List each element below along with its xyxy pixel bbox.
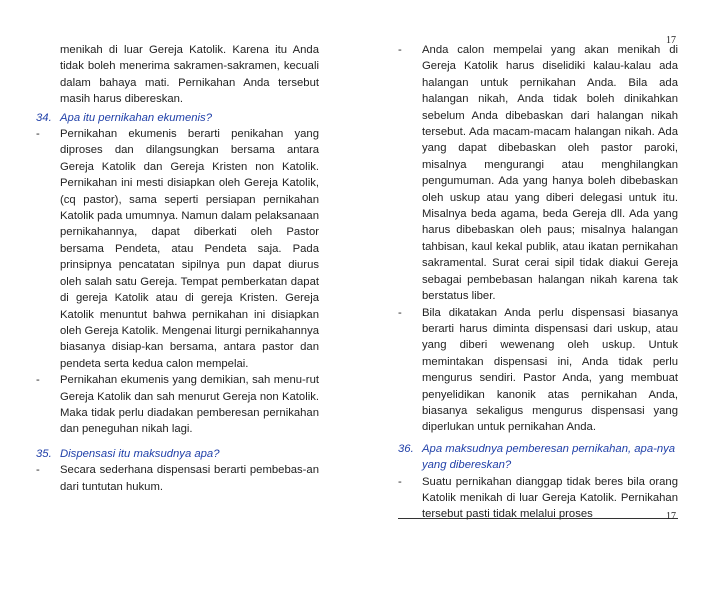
answer-text: Pernikahan ekumenis berarti penikahan yang diproses dan dilangsungkan bersama antara Gereja Katolik dan Gereja Kristen non Katolik. Pernikahan ini mesti disiapkan oleh Gereja Katolik, (cq pastor), sama seperti persiapan pernikahan Katolik pada umumnya. Namun dalam pelaksanaan pernikahannya, dapat diberkati oleh Pastor bersama Pendeta, atau Pendeta saja. Pada prinsipnya pencatatan sipilnya pun dapat diurus oleh salah satu Gereja. Tempat pemberkatan dapat di gereja Katolik atau di gereja Kristen. Gereja Katolik menuntut bahwa pernikahan ini disiapkan oleh Gereja Katolik. Mengenai liturgi pernikahannya biasanya disiap-kan bersama, antara pastor dan pendeta serta kedua calon mempelai. xyxy=(60,128,319,370)
question-text: Dispensasi itu maksudnya apa? xyxy=(60,447,220,460)
right-column xyxy=(398,42,678,523)
question-text: Apa itu pernikahan ekumenis? xyxy=(60,111,212,124)
left-column xyxy=(36,42,319,495)
bullet-dash: - xyxy=(36,464,40,477)
answer-34 xyxy=(36,126,319,372)
question-35 xyxy=(36,446,319,462)
footer-rule xyxy=(398,518,678,519)
answer-34-continued xyxy=(36,372,319,438)
page-number-top: 17 xyxy=(666,35,676,46)
question-number: 34. xyxy=(36,111,52,124)
question-34 xyxy=(36,110,319,126)
answer-text: Anda calon mempelai yang akan menikah di Gereja Katolik harus diselidiki kalau-kalau ada halangan untuk pernikahan Anda. Bila ada halangan nikah, Anda tidak boleh dinikahkan sebelum Anda dibebaskan dari halangan nikah tersebut. Ada macam-macam halangan nikah. Ada yang dapat dibebaskan oleh pastor paroki, misalnya mengurangi atau menghilangkan pengumuman. Ada yang hanya boleh dibebaskan oleh uskup atau yang diberi delegasi untuk itu. Misalnya beda agama, beda Gereja dll. Ada yang harus dibebaskan oleh paus; misalnya halangan tahbisan, kaul kekal publik, atau ikatan pernikahan sakramental. Surat cerai sipil tidak diakui Gereja sebagai pembebasan halangan nikah karena tak berstatus liber. xyxy=(422,44,678,303)
answer-text: Bila dikatakan Anda perlu dispensasi biasanya berarti harus diminta dispensasi dari uskup, atau yang diberi wewenang oleh uskup. Untuk memintakan dispensasi ini, Anda tidak perlu mengurus sendiri. Pastor Anda, yang membuat penyelidikan kanonik atas pernikahan Anda, biasanya sekaligus mengurus dispensasi yang diperlukan untuk pernikahan Anda. xyxy=(422,306,678,434)
question-number: 35. xyxy=(36,447,52,460)
bullet-dash: - xyxy=(36,374,40,387)
question-36 xyxy=(398,441,678,474)
question-number: 36. xyxy=(398,442,414,455)
bullet-dash: - xyxy=(398,475,402,488)
answer-text: Pernikahan ekumenis yang demikian, sah menu-rut Gereja Katolik dan sah menurut Gereja non Katolik. Maka tidak perlu diadakan pemberesan pernikahan dan peneguhan nikah lagi. xyxy=(60,374,319,436)
continued-paragraph: menikah di luar Gereja Katolik. Karena itu Anda tidak boleh menerima sakramen-sakramen, kecuali dalam bahaya mati. Pernikahan Anda tersebut masih harus dibereskan. xyxy=(60,44,319,106)
bullet-dash: - xyxy=(36,128,40,141)
answer-35 xyxy=(36,462,319,495)
answer-text: Secara sederhana dispensasi berarti pembebas-an dari tuntutan hukum. xyxy=(60,464,319,493)
answer-36 xyxy=(398,474,678,523)
answer-block-2 xyxy=(398,305,678,436)
question-text: Apa maksudnya pemberesan pernikahan, apa-nya yang dibereskan? xyxy=(422,442,676,472)
answer-block-1 xyxy=(398,42,678,305)
bullet-dash: - xyxy=(398,306,402,319)
bullet-dash: - xyxy=(398,44,402,56)
answer-text: Suatu pernikahan dianggap tidak beres bila orang Katolik menikah di luar Gereja Katolik. Pernikahan tersebut pasti tidak melalui proses xyxy=(422,475,678,521)
page-number-bottom: 17 xyxy=(666,511,676,522)
